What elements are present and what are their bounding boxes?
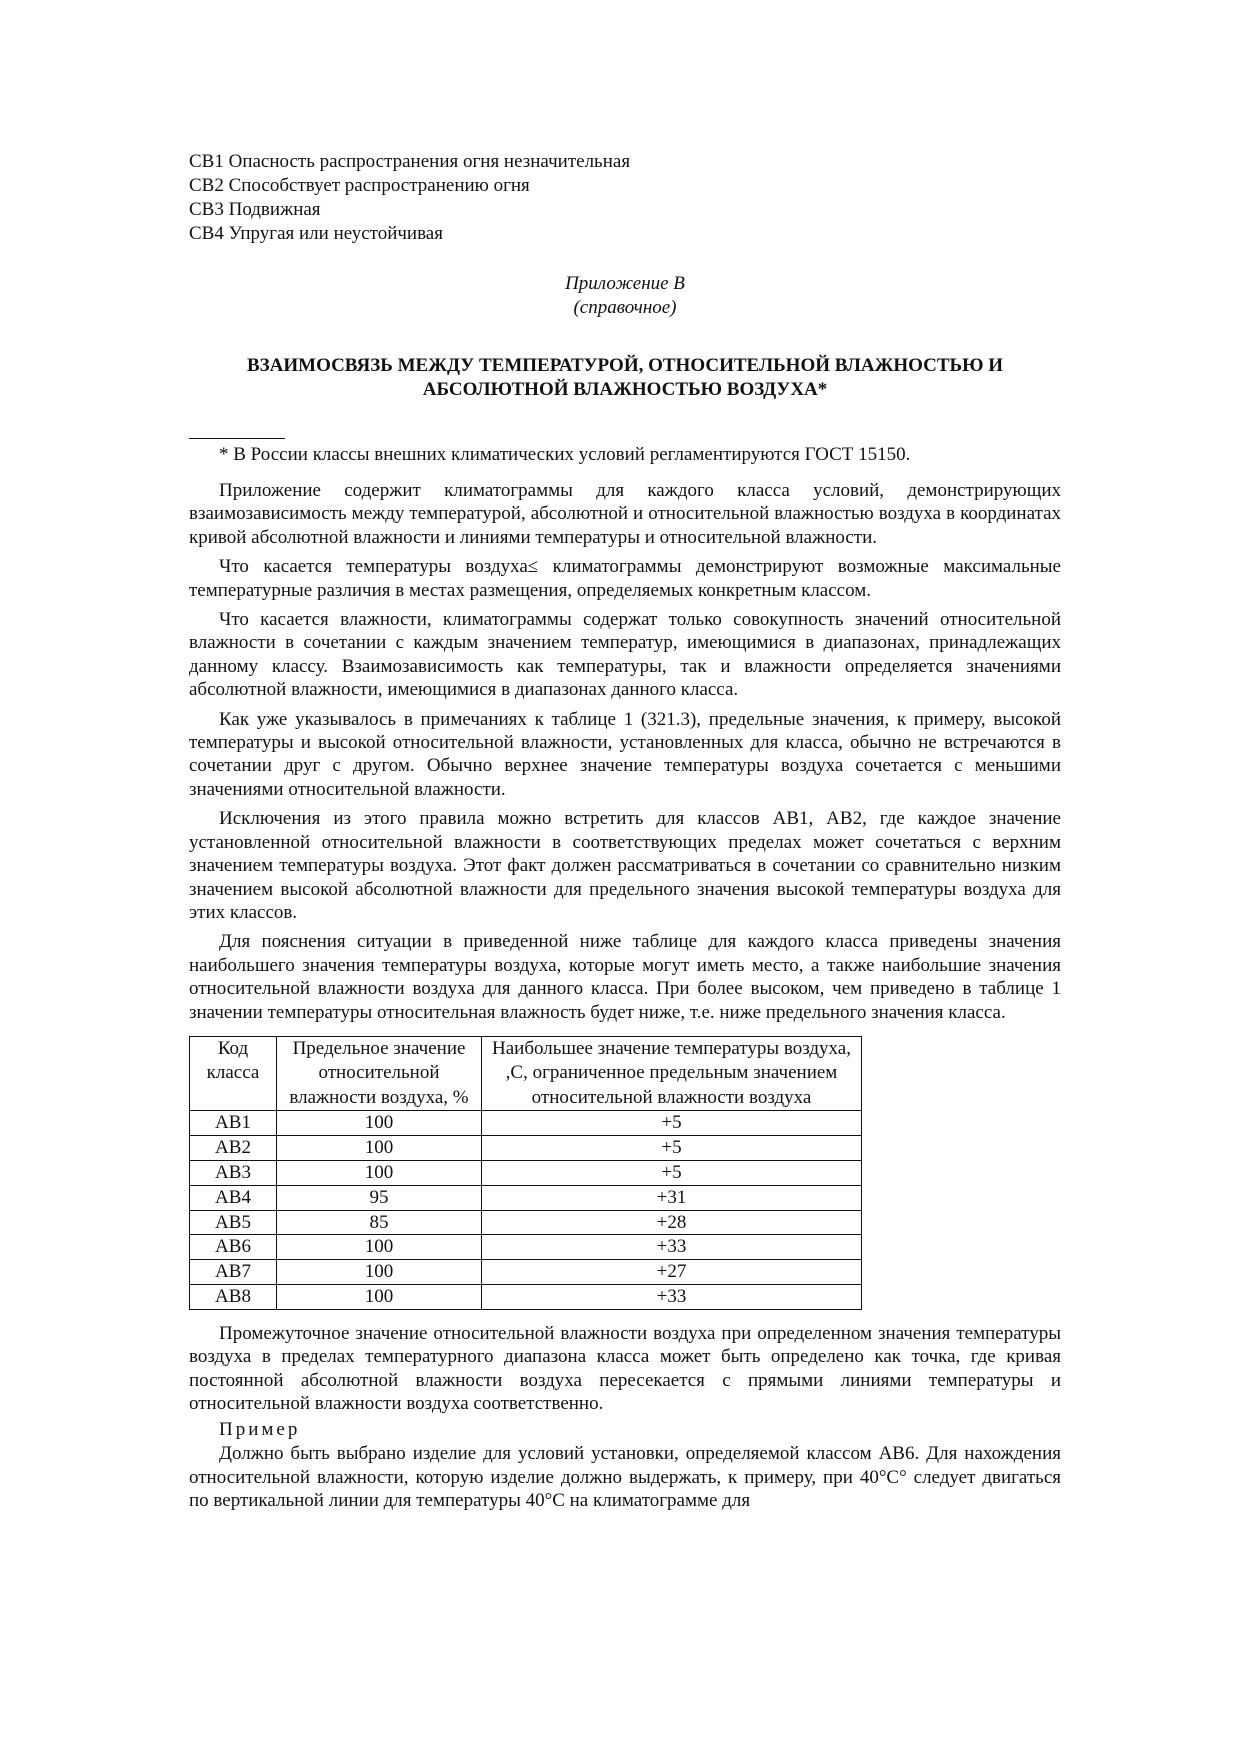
class-list-item: СВ1 Опасность распространения огня незначительная bbox=[189, 151, 631, 172]
cell-humidity: 100 bbox=[277, 1111, 482, 1136]
paragraph: Приложение содержит климатограммы для каждого класса условий, демонстрирующих взаимозависимость между температурой, абсолютной и относительной влажностью воздуха в координатах кривой абсолютной влажности и линиями температуры и относительной влажности. bbox=[189, 480, 1061, 548]
table-header-row bbox=[190, 1036, 862, 1111]
cell-humidity: 100 bbox=[277, 1235, 482, 1260]
table-row bbox=[190, 1136, 862, 1161]
cell-class-code: АВ7 bbox=[190, 1260, 277, 1285]
header-humidity-limit: Предельное значение относительной влажности воздуха, % bbox=[277, 1036, 482, 1111]
cell-temperature: +31 bbox=[482, 1185, 862, 1210]
body-text bbox=[189, 479, 1061, 1024]
cell-class-code: АВ2 bbox=[190, 1136, 277, 1161]
cell-humidity: 100 bbox=[277, 1136, 482, 1161]
paragraph: Исключения из этого правила можно встретить для классов АВ1, АВ2, где каждое значение установленной относительной влажности в соответствующих пределах может сочетаться с верхним значением температуры воздуха. Этот факт должен рассматриваться в сочетании со сравнительно низким значением высокой абсолютной влажности для предельного значения высокой температуры воздуха для этих классов. bbox=[189, 808, 1061, 923]
appendix-heading bbox=[189, 272, 1061, 320]
table-row bbox=[190, 1185, 862, 1210]
cell-temperature: +27 bbox=[482, 1260, 862, 1285]
cell-humidity: 100 bbox=[277, 1260, 482, 1285]
paragraph: Как уже указывалось в примечаниях к таблице 1 (321.3), предельные значения, к примеру, высокой температуры и высокой относительной влажности, установленных для класса, обычно не встречаются в сочетании друг с другом. Обычно верхнее значение температуры воздуха сочетается с меньшими значениями относительной влажности. bbox=[189, 708, 1061, 800]
cell-humidity: 100 bbox=[277, 1161, 482, 1186]
cell-class-code: АВ3 bbox=[190, 1161, 277, 1186]
cell-humidity: 95 bbox=[277, 1185, 482, 1210]
section-title-line: ВЗАИМОСВЯЗЬ МЕЖДУ ТЕМПЕРАТУРОЙ, ОТНОСИТЕЛЬНОЙ ВЛАЖНОСТЬЮ И bbox=[246, 355, 1004, 376]
cell-class-code: АВ6 bbox=[190, 1235, 277, 1260]
humidity-temperature-table bbox=[189, 1036, 862, 1310]
cell-class-code: АВ8 bbox=[190, 1285, 277, 1310]
section-title bbox=[197, 354, 1053, 402]
example-paragraph: Должно быть выбрано изделие для условий установки, определяемой классом АВ6. Для нахождения относительной влажности, которую изделие должно выдержать, к примеру, при 40°С° следует двигаться по вертикальной линии для температуры 40°С на климатограмме для bbox=[189, 1443, 1061, 1512]
cell-humidity: 100 bbox=[277, 1285, 482, 1310]
paragraph: Что касается температуры воздуха≤ климатограммы демонстрируют возможные максимальные температурные различия в местах размещения, определяемых конкретным классом. bbox=[189, 556, 1061, 601]
header-class-code: Код класса bbox=[190, 1036, 277, 1111]
appendix-note: (справочное) bbox=[573, 297, 677, 318]
paragraph: Что касается влажности, климатограммы содержат только совокупность значений относительной влажности в сочетании с каждым значением температур, имеющимися в диапазонах, принадлежащих данному классу. Взаимозависимость как температуры, так и влажности определяется значениями абсолютной влажности, имеющимися в диапазонах данного класса. bbox=[189, 609, 1061, 701]
footnote-divider bbox=[189, 438, 285, 439]
cell-class-code: АВ4 bbox=[190, 1185, 277, 1210]
document-page bbox=[189, 150, 1061, 1513]
table-row bbox=[190, 1210, 862, 1235]
example-label: Пример bbox=[219, 1419, 301, 1441]
class-list-item: СВ4 Упругая или неустойчивая bbox=[189, 223, 443, 244]
cell-humidity: 85 bbox=[277, 1210, 482, 1235]
cell-temperature: +28 bbox=[482, 1210, 862, 1235]
class-list-item: СВ2 Способствует распространению огня bbox=[189, 175, 530, 196]
table-row bbox=[190, 1235, 862, 1260]
table-row bbox=[190, 1111, 862, 1136]
cell-temperature: +33 bbox=[482, 1235, 862, 1260]
cell-class-code: АВ1 bbox=[190, 1111, 277, 1136]
paragraph: Промежуточное значение относительной влажности воздуха при определенном значения температуры воздуха в пределах температурного диапазона класса может быть определено как точка, где кривая постоянной абсолютной влажности воздуха пересекается с прямыми линиями температуры и относительной влажности воздуха соответственно. bbox=[189, 1322, 1061, 1415]
cell-temperature: +5 bbox=[482, 1161, 862, 1186]
footnote: * В России классы внешних климатических условий регламентируются ГОСТ 15150. bbox=[219, 444, 911, 465]
cell-temperature: +5 bbox=[482, 1111, 862, 1136]
header-max-temperature: Наибольшее значение температуры воздуха, ,С, ограниченное предельным значением относительной влажности воздуха bbox=[482, 1036, 862, 1111]
cell-temperature: +33 bbox=[482, 1285, 862, 1310]
table-row bbox=[190, 1161, 862, 1186]
class-list-item: СВ3 Подвижная bbox=[189, 199, 321, 220]
section-title-line: АБСОЛЮТНОЙ ВЛАЖНОСТЬЮ ВОЗДУХА* bbox=[422, 379, 828, 400]
paragraph: Для пояснения ситуации в приведенной ниже таблице для каждого класса приведены значения наибольшего значения температуры воздуха, которые могут иметь место, а также наибольшие значения относительной влажности воздуха для данного класса. При более высоком, чем приведено в таблице 1 значении температуры относительная влажность будет ниже, т.е. ниже предельного значения класса. bbox=[189, 931, 1061, 1023]
class-list bbox=[189, 150, 1061, 246]
cell-class-code: АВ5 bbox=[190, 1210, 277, 1235]
appendix-label: Приложение В bbox=[565, 273, 685, 294]
table-row bbox=[190, 1260, 862, 1285]
cell-temperature: +5 bbox=[482, 1136, 862, 1161]
table-row bbox=[190, 1285, 862, 1310]
